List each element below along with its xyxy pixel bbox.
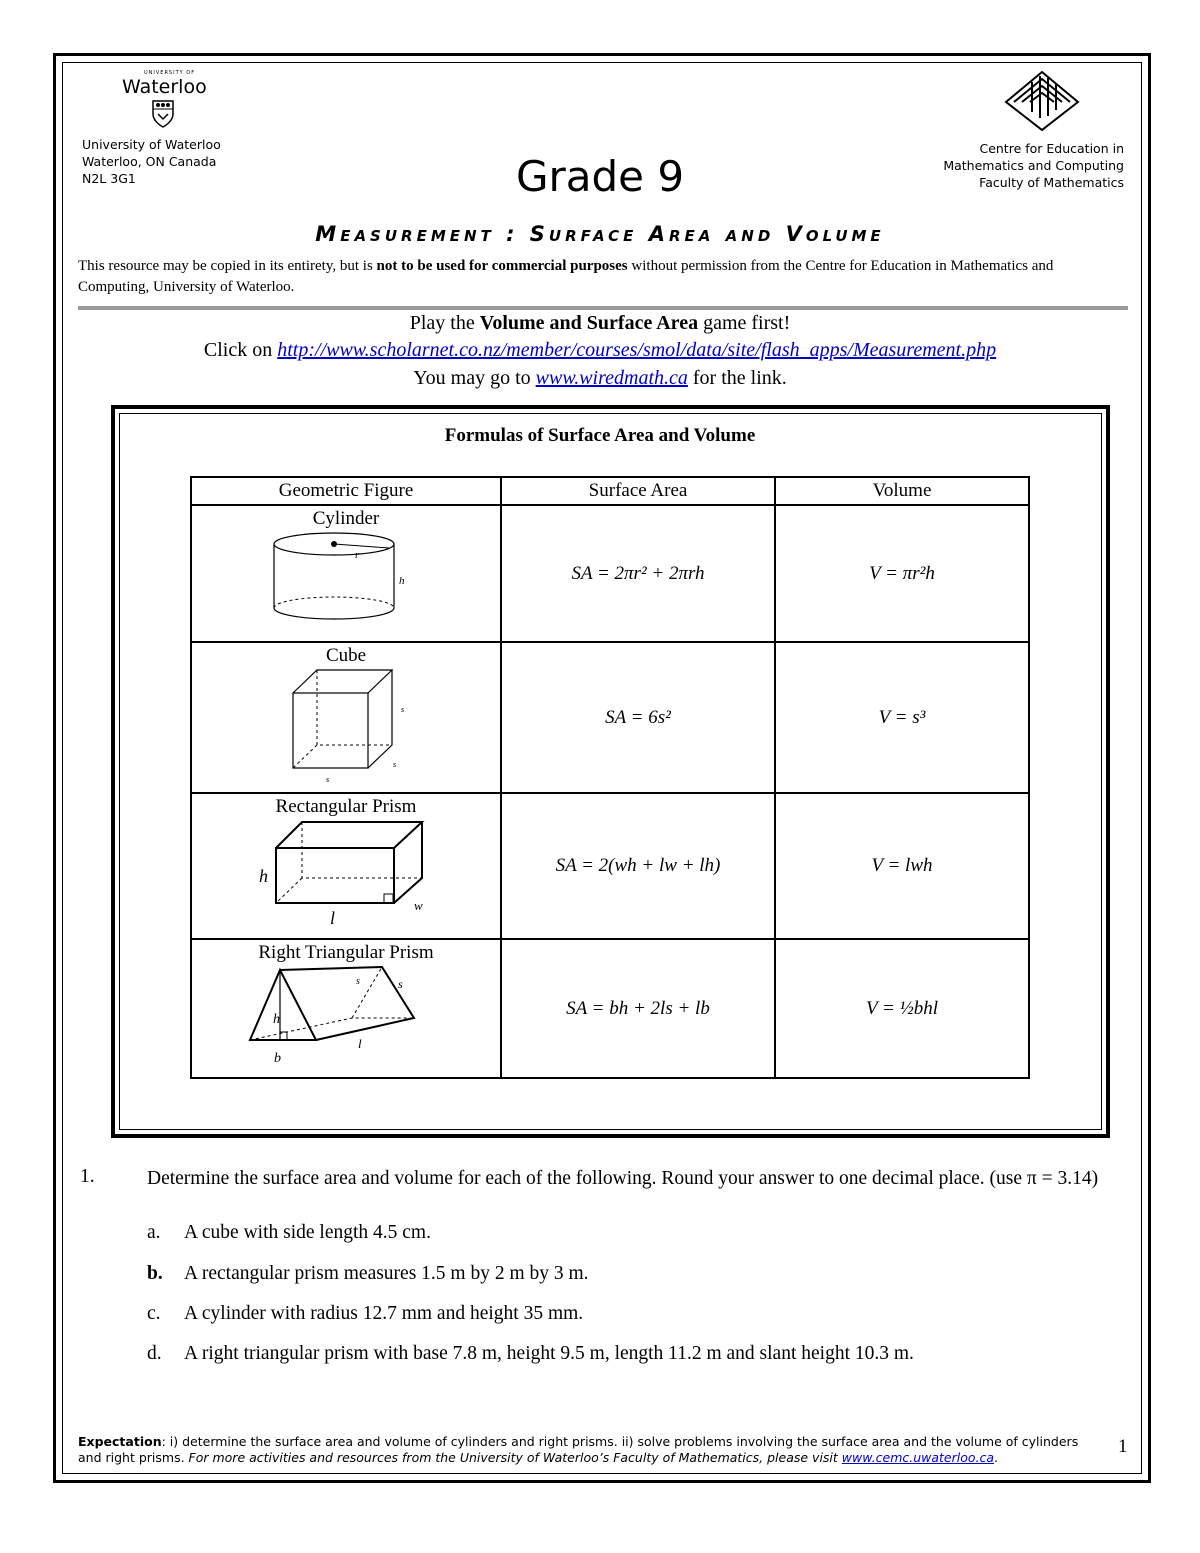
header-divider: [78, 306, 1128, 310]
footer-italic: For more activities and resources from the University of Waterloo’s Faculty of Mathematics, please visit: [188, 1450, 842, 1465]
label-r: r: [355, 549, 360, 561]
part-text: A rectangular prism measures 1.5 m by 2 m by 3 m.: [184, 1263, 589, 1284]
intro-line-1: [0, 312, 1200, 335]
part-label: b.: [147, 1263, 163, 1284]
footer-text: : i) determine the surface area and volume of cylinders and right prisms. ii) solve problems involving the surface area and the volume of cylinders and right prisms.: [78, 1434, 1079, 1465]
table-row: [191, 642, 1029, 793]
label-w: w: [414, 898, 423, 913]
cemc-website-link[interactable]: www.cemc.uwaterloo.ca: [841, 1450, 995, 1465]
worksheet-subtitle: Measurement : Surface Area and Volume: [315, 222, 885, 246]
formula-table: [190, 476, 1030, 1079]
figure-cell: [191, 793, 501, 939]
question-number: 1.: [80, 1166, 95, 1187]
intro-text: You may go to: [413, 367, 536, 389]
uw-address-line: Waterloo, ON Canada: [82, 154, 217, 169]
label-h: h: [399, 575, 405, 587]
intro-text: game first!: [698, 312, 791, 334]
figure-name: Rectangular Prism: [275, 796, 417, 817]
surface-area-cell: [501, 793, 775, 939]
game-name: Volume and Surface Area: [479, 312, 699, 334]
figure-cell: [191, 505, 501, 642]
part-label: d.: [147, 1343, 162, 1364]
formula-box-title: Formulas of Surface Area and Volume: [444, 425, 756, 446]
column-header: Surface Area: [501, 477, 775, 505]
cemc-address-line: Centre for Education in: [979, 141, 1124, 156]
part-text: A cylinder with radius 12.7 mm and height 35 mm.: [184, 1303, 584, 1324]
label-l: l: [330, 908, 336, 928]
footer-end: .: [994, 1450, 999, 1465]
figure-name: Cylinder: [312, 508, 380, 529]
volume-cell: [775, 939, 1029, 1078]
uw-crest-icon: [152, 100, 174, 128]
grade-title: Grade 9: [515, 152, 685, 201]
table-row: [191, 793, 1029, 939]
scholarnet-link[interactable]: http://www.scholarnet.co.nz/member/courses/smol/data/site/flash_apps/Measurement.php: [277, 339, 997, 361]
volume-formula: V = πr²h: [869, 562, 935, 584]
label-s: s: [398, 977, 403, 991]
figure-cell: [191, 642, 501, 793]
question-1: [80, 1166, 1130, 1386]
rectangular-prism-diagram: [246, 818, 446, 930]
intro-text: Click on: [203, 339, 278, 361]
sa-formula: SA = 2πr² + 2πrh: [571, 562, 705, 584]
question-text: Determine the surface area and volume for each of the following. Round your answer to one decimal place. (use π = 3.14): [147, 1168, 1099, 1189]
table-row: [191, 939, 1029, 1078]
figure-name: Cube: [325, 645, 367, 666]
sa-formula: SA = 6s²: [605, 706, 671, 728]
label-h: h: [273, 1012, 280, 1027]
surface-area-cell: [501, 939, 775, 1078]
uw-logo: [118, 70, 208, 134]
copyright-notice: [78, 256, 1128, 298]
uw-address-line: N2L 3G1: [82, 171, 136, 186]
surface-area-cell: [501, 642, 775, 793]
notice-part1: This resource may be copied in its entirety, but is: [78, 258, 377, 274]
figure-cell: [191, 939, 501, 1078]
intro-text: Play the: [409, 312, 480, 334]
column-header: Geometric Figure: [191, 477, 501, 505]
volume-formula: V = s³: [878, 706, 926, 728]
intro-text: for the link.: [687, 367, 787, 389]
label-s: s: [401, 705, 405, 714]
part-text: A right triangular prism with base 7.8 m, height 9.5 m, length 11.2 m and slant height 10.3 m.: [184, 1343, 914, 1364]
label-l: l: [358, 1036, 362, 1051]
uw-logo-small-text: UNIVERSITY OF: [144, 70, 196, 76]
figure-name: Right Triangular Prism: [258, 942, 434, 963]
part-text: A cube with side length 4.5 cm.: [184, 1222, 431, 1243]
intro-line-3: [0, 367, 1200, 390]
intro-line-2: [0, 339, 1200, 362]
volume-formula: V = lwh: [871, 855, 933, 876]
wiredmath-link[interactable]: www.wiredmath.ca: [535, 367, 688, 389]
label-s: s: [393, 760, 397, 769]
label-b: b: [274, 1051, 281, 1066]
triangular-prism-diagram: [246, 964, 446, 1068]
cube-diagram: [271, 667, 421, 785]
cylinder-diagram: [271, 530, 421, 634]
page-number: 1: [1118, 1436, 1128, 1457]
uw-logo-name: Waterloo: [122, 76, 207, 98]
footer-expectation: [78, 1434, 1088, 1466]
uw-address-line: University of Waterloo: [82, 137, 221, 152]
sa-formula: SA = 2(wh + lw + lh): [555, 855, 721, 876]
label-s: s: [326, 775, 330, 784]
cemc-address-line: Faculty of Mathematics: [979, 175, 1124, 190]
label-s: s: [356, 976, 360, 987]
column-header: Volume: [775, 477, 1029, 505]
notice-bold: not to be used for commercial purposes: [376, 258, 628, 274]
cemc-address-line: Mathematics and Computing: [943, 158, 1124, 173]
label-h: h: [259, 866, 268, 886]
volume-cell: [775, 793, 1029, 939]
part-label: c.: [147, 1303, 161, 1324]
surface-area-cell: [501, 505, 775, 642]
footer-label: Expectation: [78, 1434, 162, 1449]
cemc-logo-icon: [1002, 68, 1082, 134]
table-row: [191, 505, 1029, 642]
volume-formula: V = ½bhl: [865, 997, 939, 1019]
volume-cell: [775, 505, 1029, 642]
notice-part2: without permission from the Centre for Education in Mathematics and Computing, University of Waterloo.: [78, 258, 1054, 295]
sa-formula: SA = bh + 2ls + lb: [566, 997, 710, 1019]
volume-cell: [775, 642, 1029, 793]
table-header-row: [191, 477, 1029, 505]
part-label: a.: [147, 1222, 161, 1243]
